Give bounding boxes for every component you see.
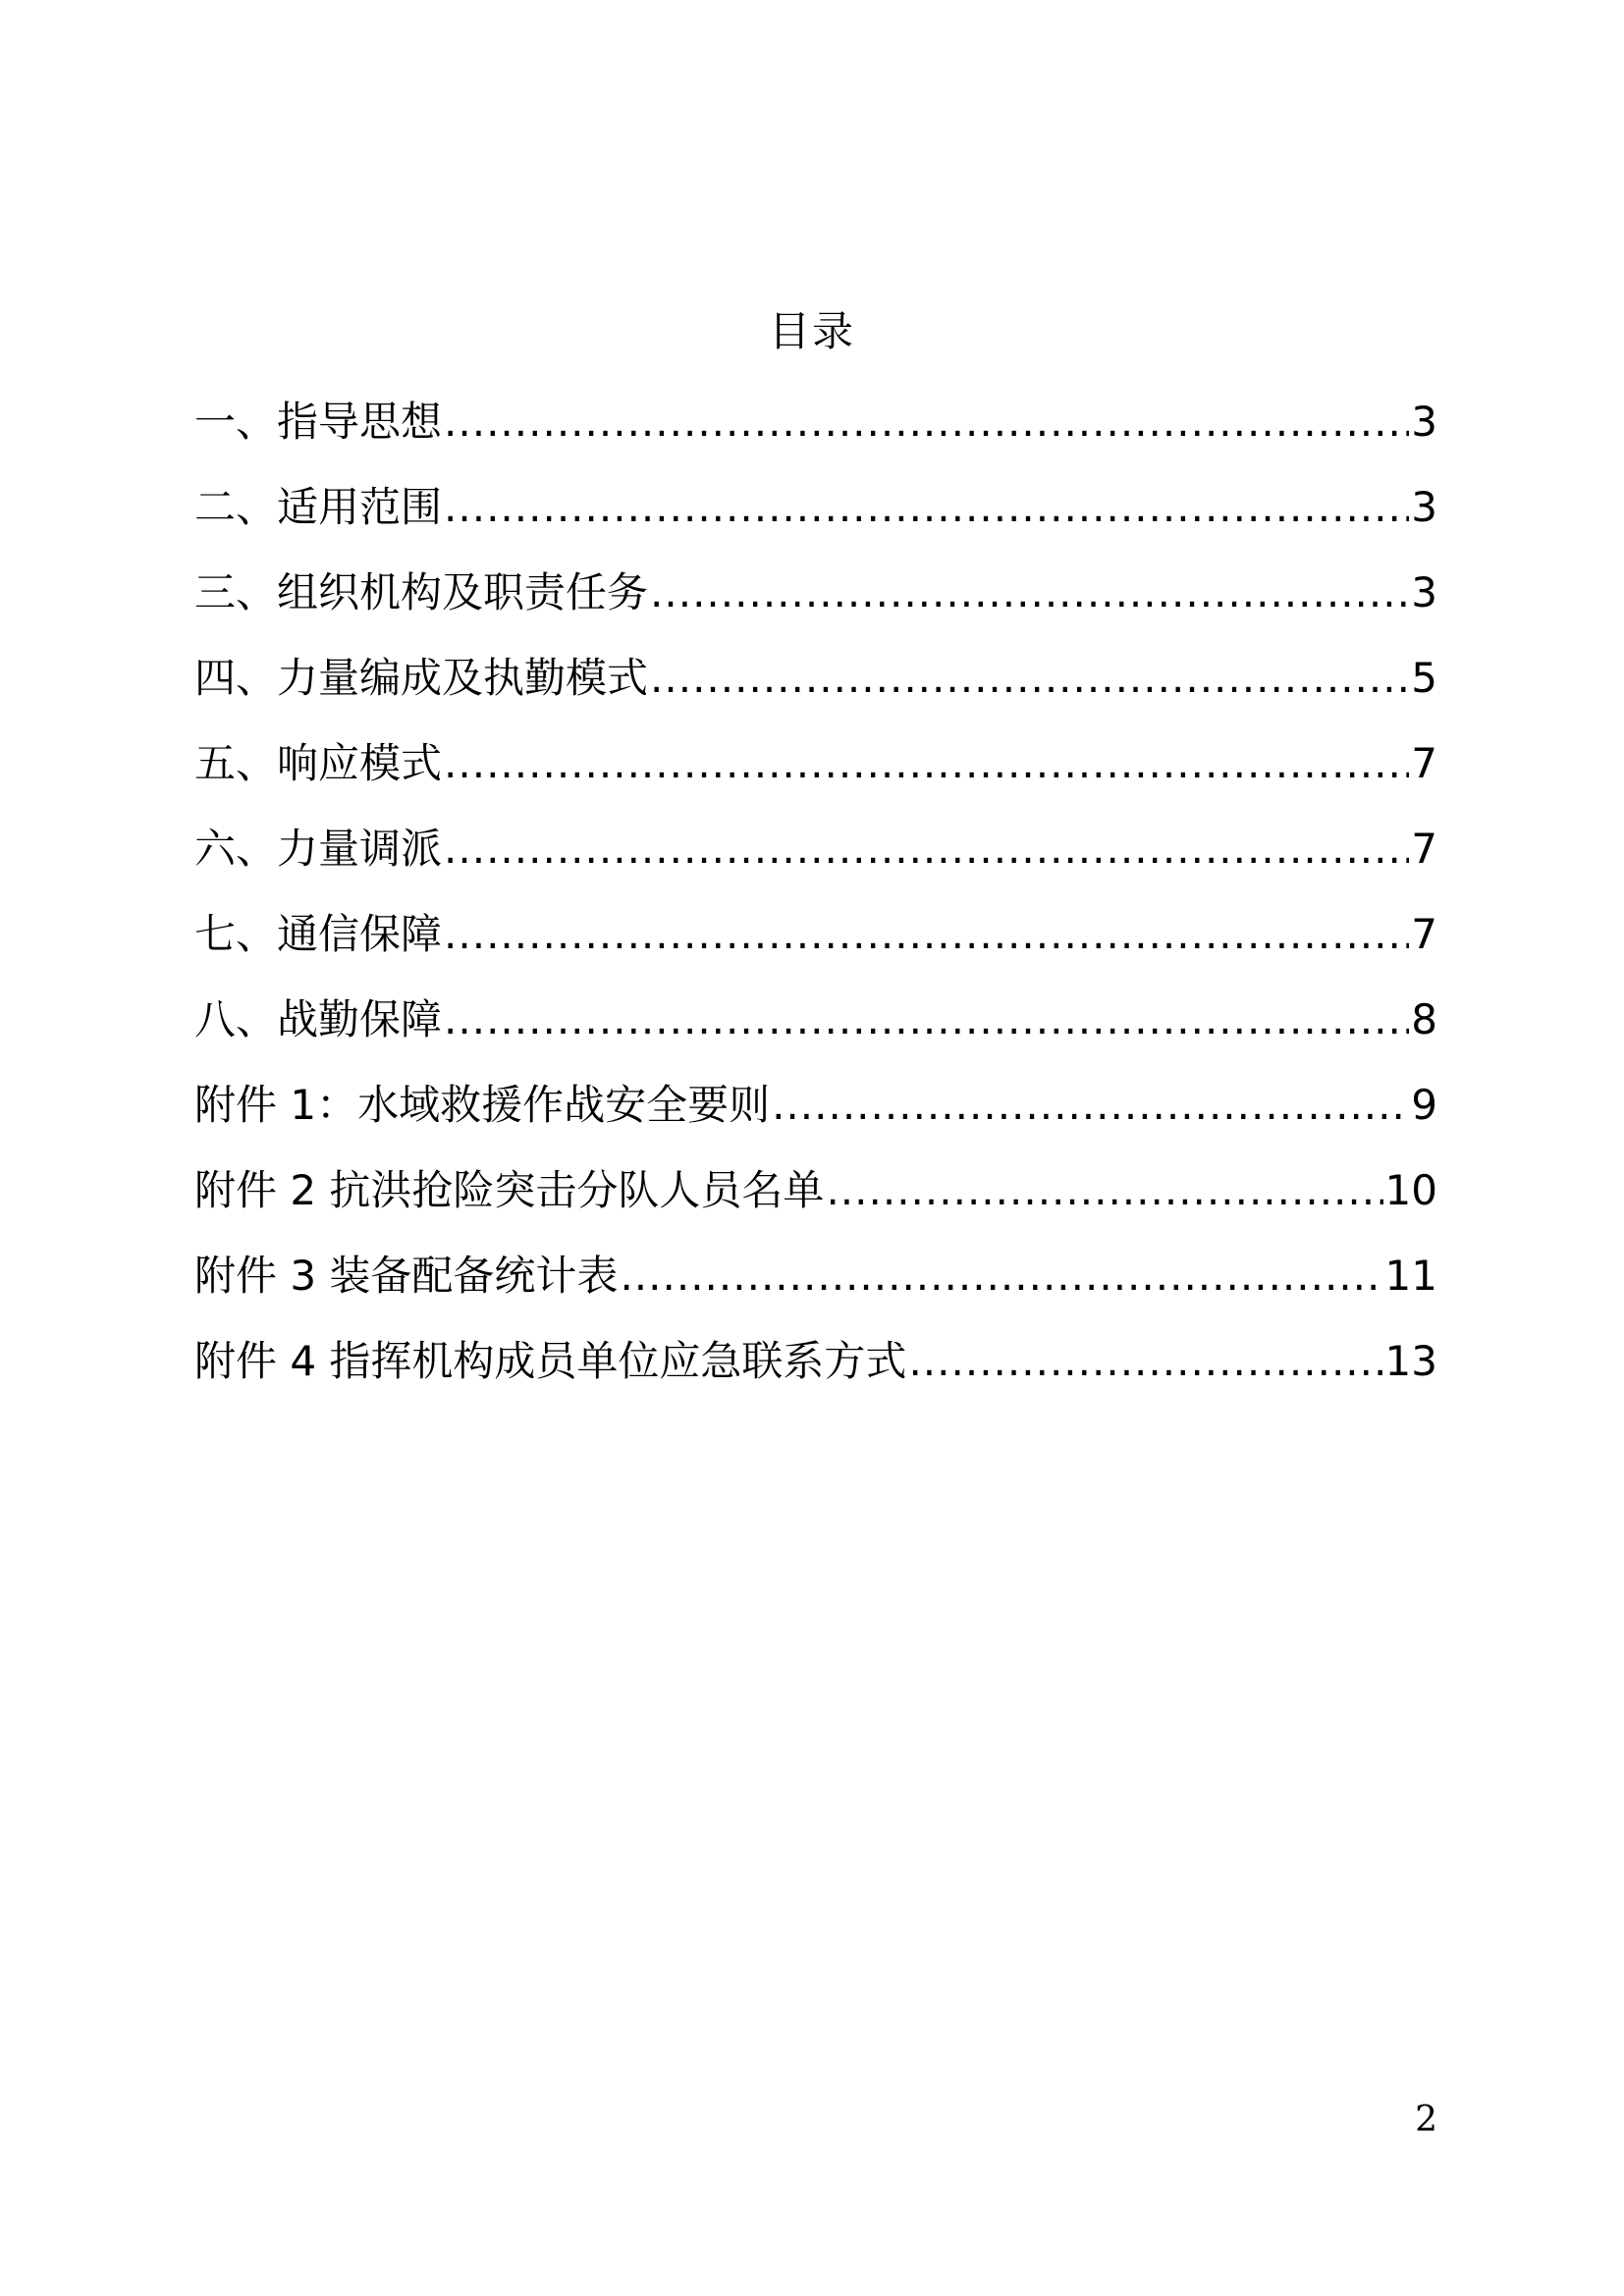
toc-dot-leader xyxy=(444,990,1409,1049)
toc-dot-leader xyxy=(620,1247,1382,1306)
toc-entry-label: 七、通信保障 xyxy=(194,910,443,958)
toc-dot-leader xyxy=(650,563,1409,622)
toc-entry-label: 附件 4 指挥机构成员单位应急联系方式 xyxy=(194,1337,907,1385)
toc-entry[interactable] xyxy=(194,478,1437,563)
toc-entry[interactable] xyxy=(194,1247,1437,1332)
toc-entry-page: 7 xyxy=(1411,739,1437,787)
toc-entry[interactable] xyxy=(194,734,1437,820)
toc-entry[interactable] xyxy=(194,649,1437,734)
toc-entry[interactable] xyxy=(194,1076,1437,1161)
toc-dot-leader xyxy=(444,734,1409,793)
page-number: 2 xyxy=(1415,2100,1437,2140)
toc-entry-label: 八、战勤保障 xyxy=(194,995,443,1043)
toc-entry-page: 10 xyxy=(1384,1166,1437,1214)
toc-dot-leader xyxy=(444,393,1409,452)
toc-entry-page: 5 xyxy=(1411,654,1437,702)
toc-dot-leader xyxy=(444,905,1409,964)
toc-dot-leader xyxy=(826,1161,1382,1220)
toc-entry[interactable] xyxy=(194,563,1437,649)
toc-entry[interactable] xyxy=(194,393,1437,478)
toc-entry-page: 3 xyxy=(1411,398,1437,446)
toc-entry-page: 11 xyxy=(1384,1252,1437,1300)
toc-dot-leader xyxy=(650,649,1409,708)
toc-dot-leader xyxy=(444,820,1409,879)
toc-entry-page: 13 xyxy=(1384,1337,1437,1385)
toc-entry-label: 二、适用范围 xyxy=(194,483,443,531)
toc-entry-page: 3 xyxy=(1411,568,1437,616)
toc-entry-page: 8 xyxy=(1411,995,1437,1043)
toc-entry-page: 9 xyxy=(1411,1081,1437,1129)
toc-dot-leader xyxy=(444,478,1409,537)
toc-entry-page: 7 xyxy=(1411,910,1437,958)
toc-entry-page: 3 xyxy=(1411,483,1437,531)
toc-dot-leader xyxy=(772,1076,1409,1135)
toc-entry-page: 7 xyxy=(1411,825,1437,873)
toc-entry-label: 三、组织机构及职责任务 xyxy=(194,568,649,616)
toc-entry[interactable] xyxy=(194,820,1437,905)
toc-entry[interactable] xyxy=(194,1332,1437,1417)
toc-entry-label: 五、响应模式 xyxy=(194,739,443,787)
toc-entry-label: 附件 3 装备配备统计表 xyxy=(194,1252,619,1300)
toc-entry-label: 四、力量编成及执勤模式 xyxy=(194,654,649,702)
toc-entry[interactable] xyxy=(194,1161,1437,1247)
toc-entry[interactable] xyxy=(194,905,1437,990)
toc-entry-label: 一、指导思想 xyxy=(194,398,443,446)
toc-entry[interactable] xyxy=(194,990,1437,1076)
toc-entry-label: 附件 1：水域救援作战安全要则 xyxy=(194,1081,771,1129)
toc-entry-label: 六、力量调派 xyxy=(194,825,443,873)
page-title: 目录 xyxy=(768,307,855,355)
toc-entry-label: 附件 2 抗洪抢险突击分队人员名单 xyxy=(194,1166,825,1214)
toc-dot-leader xyxy=(908,1332,1382,1391)
table-of-contents xyxy=(194,393,1437,1417)
